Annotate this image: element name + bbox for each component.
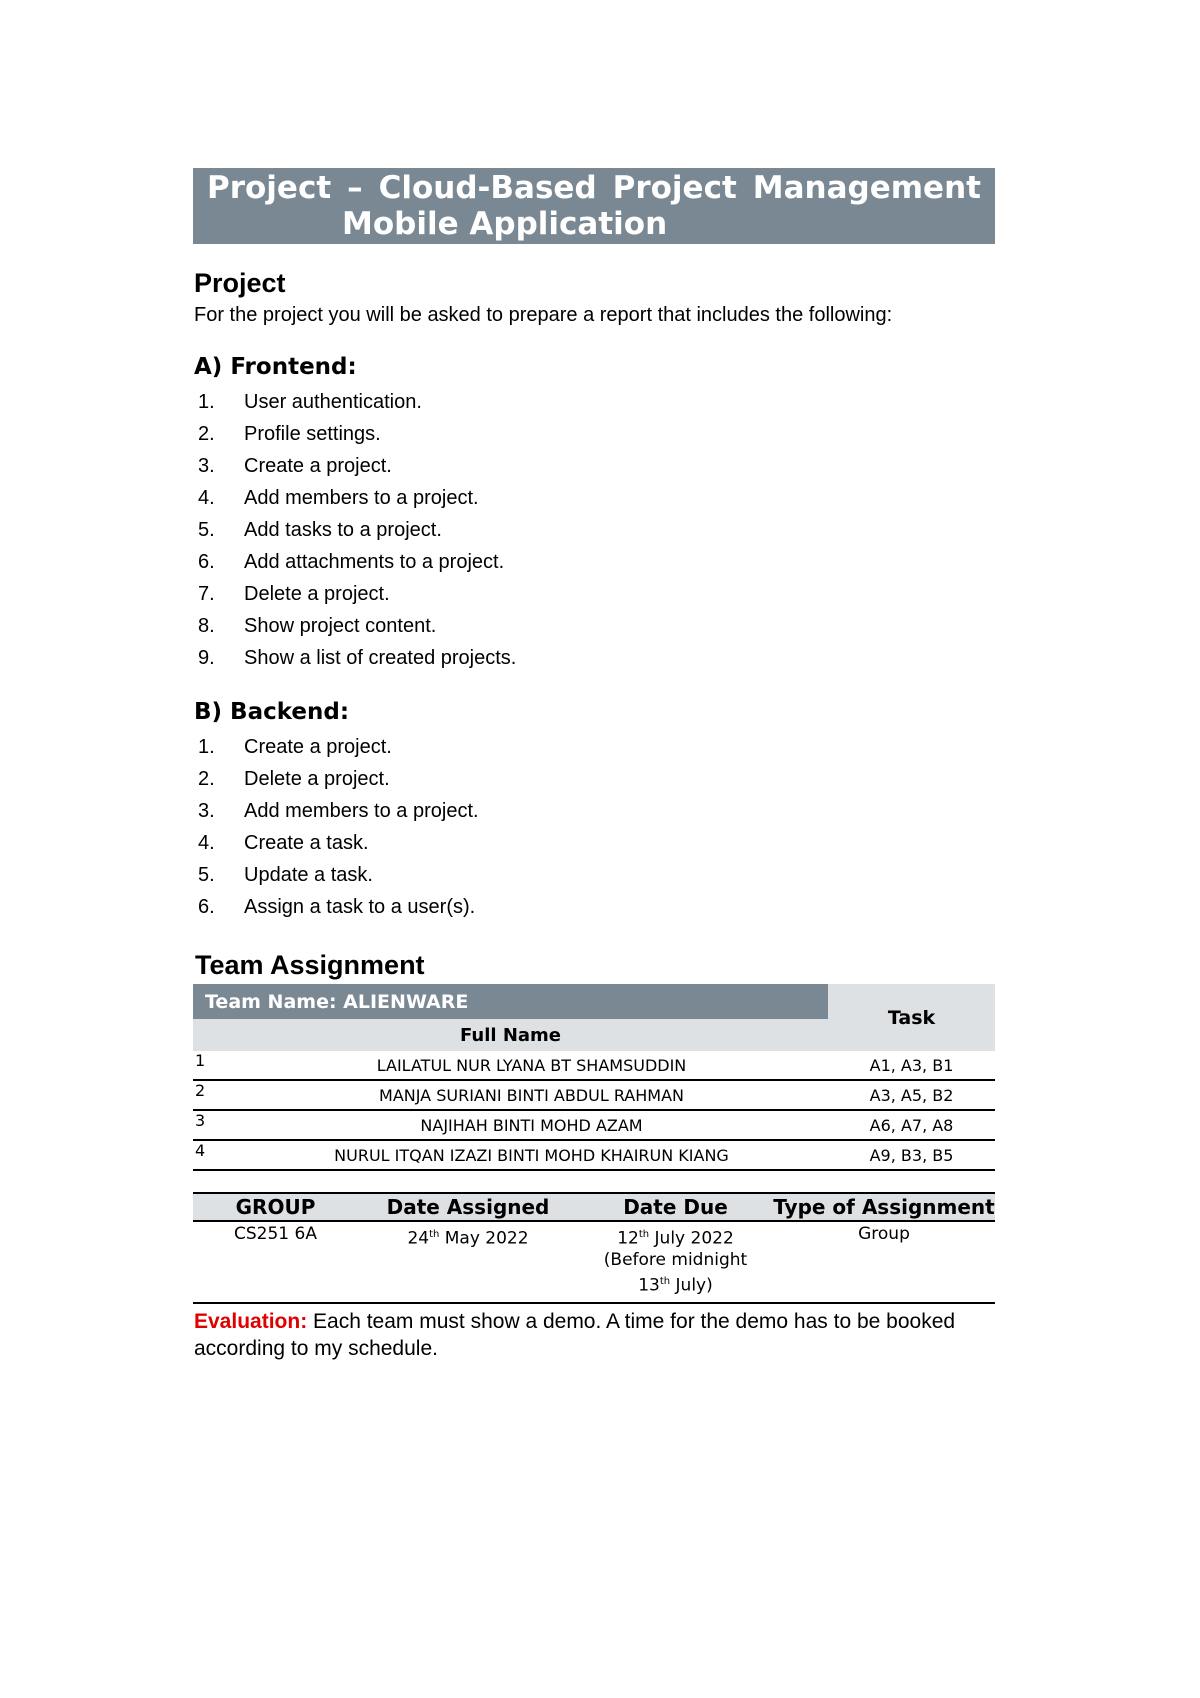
list-item bbox=[198, 827, 479, 859]
row-index: 3 bbox=[193, 1110, 235, 1140]
table-row bbox=[193, 1080, 995, 1110]
backend-list bbox=[198, 731, 479, 923]
member-task: A9, B3, B5 bbox=[828, 1140, 995, 1170]
list-text: Add tasks to a project. bbox=[244, 519, 442, 541]
member-name: NAJIHAH BINTI MOHD AZAM bbox=[235, 1110, 828, 1140]
date-assigned-value: 24th May 2022 bbox=[407, 1228, 529, 1249]
list-text: Add attachments to a project. bbox=[244, 551, 505, 573]
list-text: Show project content. bbox=[244, 615, 437, 637]
full-name-column-header: Full Name bbox=[193, 1019, 828, 1051]
title-word: – bbox=[347, 170, 363, 206]
list-number: 1. bbox=[198, 391, 215, 413]
row-index: 4 bbox=[193, 1140, 235, 1170]
type-header: Type of Assignment bbox=[773, 1195, 995, 1219]
date-due-value: 12th July 2022 (Before midnight 13th July) bbox=[603, 1228, 748, 1296]
table-row bbox=[193, 1221, 995, 1303]
list-number: 7. bbox=[198, 583, 215, 605]
member-task: A6, A7, A8 bbox=[828, 1110, 995, 1140]
list-number: 9. bbox=[198, 647, 215, 669]
list-text: Profile settings. bbox=[244, 423, 381, 445]
list-item bbox=[198, 578, 516, 610]
list-number: 2. bbox=[198, 768, 215, 790]
list-item bbox=[198, 859, 479, 891]
evaluation-label: Evaluation: bbox=[194, 1310, 308, 1333]
title-word: Management bbox=[752, 170, 981, 206]
title-line-1 bbox=[207, 170, 981, 206]
date-due-header: Date Due bbox=[578, 1193, 773, 1221]
date-assigned-header: Date Assigned bbox=[358, 1193, 578, 1221]
team-assignment-heading: Team Assignment bbox=[195, 950, 425, 980]
list-text: Update a task. bbox=[244, 864, 373, 886]
list-text: Add members to a project. bbox=[244, 800, 479, 822]
list-item bbox=[198, 731, 479, 763]
list-text: Create a task. bbox=[244, 832, 369, 854]
list-number: 5. bbox=[198, 864, 215, 886]
list-item bbox=[198, 610, 516, 642]
list-number: 8. bbox=[198, 615, 215, 637]
evaluation-note bbox=[194, 1308, 1024, 1362]
member-task: A3, A5, B2 bbox=[828, 1080, 995, 1110]
list-text: User authentication. bbox=[244, 391, 422, 413]
task-column-header: Task bbox=[828, 984, 995, 1051]
list-item bbox=[198, 450, 516, 482]
list-text: Create a project. bbox=[244, 736, 392, 758]
member-task: A1, A3, B1 bbox=[828, 1051, 995, 1080]
frontend-list bbox=[198, 386, 516, 674]
list-number: 3. bbox=[198, 800, 215, 822]
list-number: 3. bbox=[198, 455, 215, 477]
frontend-heading: A) Frontend: bbox=[194, 354, 357, 380]
list-text: Delete a project. bbox=[244, 768, 390, 790]
team-name-cell: Team Name: ALIENWARE bbox=[193, 984, 828, 1019]
member-name: LAILATUL NUR LYANA BT SHAMSUDDIN bbox=[235, 1051, 828, 1080]
table-row bbox=[193, 1051, 995, 1080]
title-word: Cloud-Based bbox=[378, 170, 597, 206]
list-text: Assign a task to a user(s). bbox=[244, 896, 476, 918]
title-word: Project bbox=[207, 170, 332, 206]
list-number: 2. bbox=[198, 423, 215, 445]
list-item bbox=[198, 795, 479, 827]
project-heading: Project bbox=[194, 268, 286, 298]
intro-text: For the project you will be asked to prepare a report that includes the following: bbox=[194, 304, 893, 326]
document-title bbox=[193, 168, 995, 244]
table-row bbox=[193, 1140, 995, 1170]
list-number: 6. bbox=[198, 896, 215, 918]
assignment-info-table bbox=[193, 1192, 995, 1304]
list-item bbox=[198, 482, 516, 514]
type-value: Group bbox=[858, 1224, 910, 1244]
list-text: Add members to a project. bbox=[244, 487, 479, 509]
list-item bbox=[198, 418, 516, 450]
list-number: 5. bbox=[198, 519, 215, 541]
list-item bbox=[198, 386, 516, 418]
list-number: 1. bbox=[198, 736, 215, 758]
group-header: GROUP bbox=[193, 1193, 358, 1221]
list-item bbox=[198, 546, 516, 578]
list-number: 4. bbox=[198, 487, 215, 509]
list-item bbox=[198, 763, 479, 795]
backend-heading: B) Backend: bbox=[194, 699, 350, 725]
group-value: CS251 6A bbox=[234, 1224, 317, 1244]
list-item bbox=[198, 642, 516, 674]
list-text: Delete a project. bbox=[244, 583, 390, 605]
title-word: Project bbox=[612, 170, 737, 206]
list-item bbox=[198, 514, 516, 546]
row-index: 2 bbox=[193, 1080, 235, 1110]
list-text: Create a project. bbox=[244, 455, 392, 477]
title-line-2: Mobile Application bbox=[342, 206, 668, 242]
list-item bbox=[198, 891, 479, 923]
list-number: 4. bbox=[198, 832, 215, 854]
list-number: 6. bbox=[198, 551, 215, 573]
member-name: NURUL ITQAN IZAZI BINTI MOHD KHAIRUN KIANG bbox=[235, 1140, 828, 1170]
row-index: 1 bbox=[193, 1051, 235, 1080]
member-name: MANJA SURIANI BINTI ABDUL RAHMAN bbox=[235, 1080, 828, 1110]
evaluation-text: Each team must show a demo. A time for the demo has to be booked according to my schedule. bbox=[194, 1310, 956, 1360]
table-row bbox=[193, 1110, 995, 1140]
team-table bbox=[193, 984, 995, 1171]
list-text: Show a list of created projects. bbox=[244, 647, 517, 669]
